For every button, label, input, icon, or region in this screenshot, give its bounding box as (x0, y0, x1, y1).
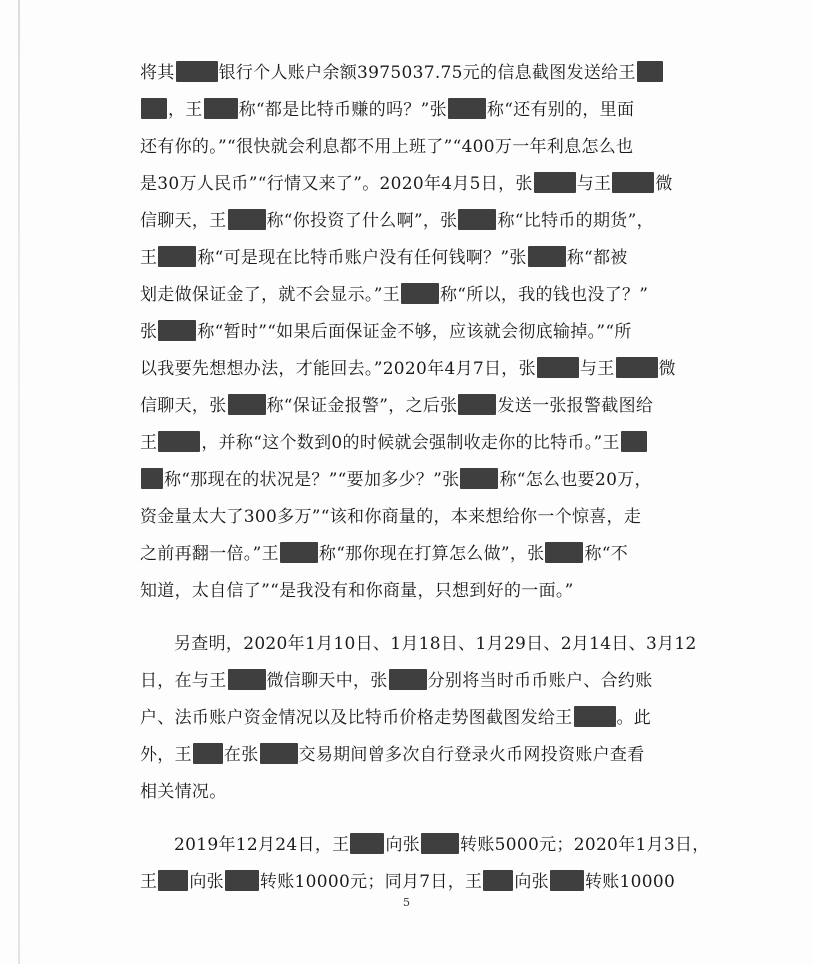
redaction-block (158, 870, 188, 891)
text-line: 另查明，2020年1月10日、1月18日、1月29日、2月14日、3月12 (174, 634, 697, 654)
redaction-block (448, 98, 486, 119)
scan-edge-shadow (18, 0, 20, 964)
redaction-block (280, 542, 318, 563)
text-line: 户、法币账户资金情况以及比特币价格走势图截图发给王 。此 (140, 708, 652, 728)
text-line: 还有你的。”“很快就会利息都不用上班了”“400万一年利息怎么也 (140, 137, 634, 157)
redaction-block (612, 172, 654, 193)
redaction-block (158, 431, 200, 452)
text-line: 日，在与王 微信聊天中，张 分别将当时币币账户、合约账 (140, 671, 653, 691)
redaction-block (534, 172, 576, 193)
text-line: 张 称“暂时”“如果后面保证金不够，应该就会彻底输掉。”“所 (140, 322, 632, 342)
text-line: 之前再翻一倍。”王 称“那你现在打算怎么做”，张 称“不 (140, 544, 629, 564)
redaction-block (483, 870, 513, 891)
text-line: 知道，太自信了”“是我没有和你商量，只想到好的一面。” (140, 581, 574, 601)
text-line: 相关情况。 (140, 782, 227, 802)
text-line: 2019年12月24日，王 向张 转账5000元；2020年1月3日， (174, 835, 710, 855)
redaction-block (225, 870, 259, 891)
text-line: 信聊天，王 称“你投资了什么啊”，张 称“比特币的期货”， (140, 211, 654, 231)
redaction-block (616, 357, 658, 378)
text-line: 以我要先想想办法，才能回去。”2020年4月7日，张 与王 微 (140, 359, 676, 379)
redaction-block (550, 870, 584, 891)
redaction-block (350, 833, 384, 854)
redaction-block (141, 468, 163, 489)
redaction-block (537, 357, 579, 378)
redaction-block (228, 669, 266, 690)
redaction-block (228, 209, 266, 230)
redaction-block (176, 61, 218, 82)
redaction-block (389, 669, 427, 690)
page-number: 5 (403, 896, 410, 909)
text-line: 将其 银行个人账户余额3975037.75元的信息截图发送给王 (140, 58, 680, 95)
text-line: 外，王 在张 交易期间曾多次自行登录火币网投资账户查看 (140, 745, 645, 765)
redaction-block (193, 743, 223, 764)
redaction-block (458, 394, 496, 415)
text-line: ，王 称“都是比特币赚的吗？”张 称“还有别的，里面 (140, 95, 680, 132)
redaction-block (621, 431, 647, 452)
redaction-block (574, 706, 616, 727)
text-line: 称“那现在的状况是？”“要加多少？”张 称“怎么也要20万， (140, 465, 680, 502)
text-line: 资金量太大了300多万”“该和你商量的，本来想给你一个惊喜，走 (140, 507, 642, 527)
redaction-block (460, 468, 498, 489)
redaction-block (528, 246, 566, 267)
document-body (140, 58, 710, 904)
redaction-block (637, 61, 663, 82)
redaction-block (158, 320, 196, 341)
redaction-block (260, 743, 298, 764)
text-line: 王 ，并称“这个数到0的时候就会强制收走你的比特币。”王 (140, 428, 680, 465)
redaction-block (545, 542, 583, 563)
text-line: 信聊天，张 称“保证金报警”，之后张 发送一张报警截图给 (140, 396, 654, 416)
redaction-block (401, 283, 439, 304)
text-line: 是30万人民币”“行情又来了”。2020年4月5日，张 与王 微 (140, 174, 673, 194)
redaction-block (458, 209, 496, 230)
redaction-block (228, 394, 266, 415)
redaction-block (204, 98, 238, 119)
redaction-block (421, 833, 459, 854)
redaction-block (158, 246, 196, 267)
text-line: 划走做保证金了，就不会显示。”王 称“所以，我的钱也没了？” (140, 285, 649, 305)
text-line: 王 称“可是现在比特币账户没有任何钱啊？”张 称“都被 (140, 248, 628, 268)
text-line: 王 向张 转账10000元；同月7日，王 向张 转账10000 (140, 872, 676, 892)
redaction-block (141, 98, 167, 119)
